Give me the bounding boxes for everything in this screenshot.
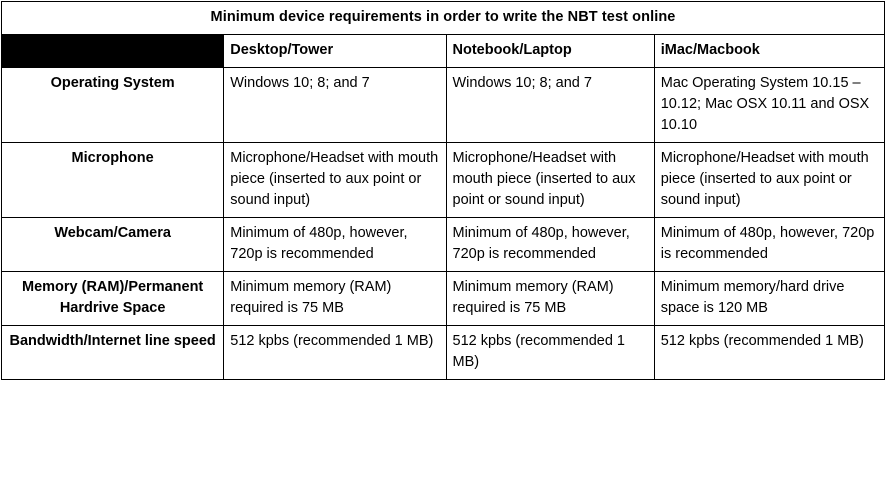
row-label-microphone: Microphone bbox=[2, 143, 224, 218]
table-header-row bbox=[2, 35, 885, 68]
cell-webcam-imac: Minimum of 480p, however, 720p is recommended bbox=[654, 218, 884, 272]
cell-webcam-desktop: Minimum of 480p, however, 720p is recommended bbox=[224, 218, 446, 272]
column-header-notebook: Notebook/Laptop bbox=[446, 35, 654, 68]
row-label-memory: Memory (RAM)/Permanent Hardrive Space bbox=[2, 272, 224, 326]
cell-memory-notebook: Minimum memory (RAM) required is 75 MB bbox=[446, 272, 654, 326]
cell-bandwidth-notebook: 512 kpbs (recommended 1 MB) bbox=[446, 326, 654, 380]
column-header-desktop: Desktop/Tower bbox=[224, 35, 446, 68]
cell-memory-imac: Minimum memory/hard drive space is 120 MB bbox=[654, 272, 884, 326]
row-label-operating-system: Operating System bbox=[2, 68, 224, 143]
cell-bandwidth-desktop: 512 kpbs (recommended 1 MB) bbox=[224, 326, 446, 380]
table-row bbox=[2, 143, 885, 218]
cell-operating-system-notebook: Windows 10; 8; and 7 bbox=[446, 68, 654, 143]
row-label-bandwidth: Bandwidth/Internet line speed bbox=[2, 326, 224, 380]
cell-microphone-desktop: Microphone/Headset with mouth piece (inserted to aux point or sound input) bbox=[224, 143, 446, 218]
row-label-webcam: Webcam/Camera bbox=[2, 218, 224, 272]
document-sheet bbox=[0, 1, 886, 477]
device-requirements-table bbox=[1, 1, 885, 380]
cell-operating-system-desktop: Windows 10; 8; and 7 bbox=[224, 68, 446, 143]
header-corner-cell bbox=[2, 35, 224, 68]
table-row bbox=[2, 272, 885, 326]
column-header-imac: iMac/Macbook bbox=[654, 35, 884, 68]
cell-microphone-notebook: Microphone/Headset with mouth piece (inserted to aux point or sound input) bbox=[446, 143, 654, 218]
cell-microphone-imac: Microphone/Headset with mouth piece (inserted to aux point or sound input) bbox=[654, 143, 884, 218]
cell-memory-desktop: Minimum memory (RAM) required is 75 MB bbox=[224, 272, 446, 326]
cell-operating-system-imac: Mac Operating System 10.15 – 10.12; Mac OSX 10.11 and OSX 10.10 bbox=[654, 68, 884, 143]
table-title-row bbox=[2, 2, 885, 35]
table-row bbox=[2, 326, 885, 380]
cell-bandwidth-imac: 512 kpbs (recommended 1 MB) bbox=[654, 326, 884, 380]
table-row bbox=[2, 68, 885, 143]
cell-webcam-notebook: Minimum of 480p, however, 720p is recommended bbox=[446, 218, 654, 272]
table-row bbox=[2, 218, 885, 272]
table-title: Minimum device requirements in order to write the NBT test online bbox=[2, 2, 885, 35]
